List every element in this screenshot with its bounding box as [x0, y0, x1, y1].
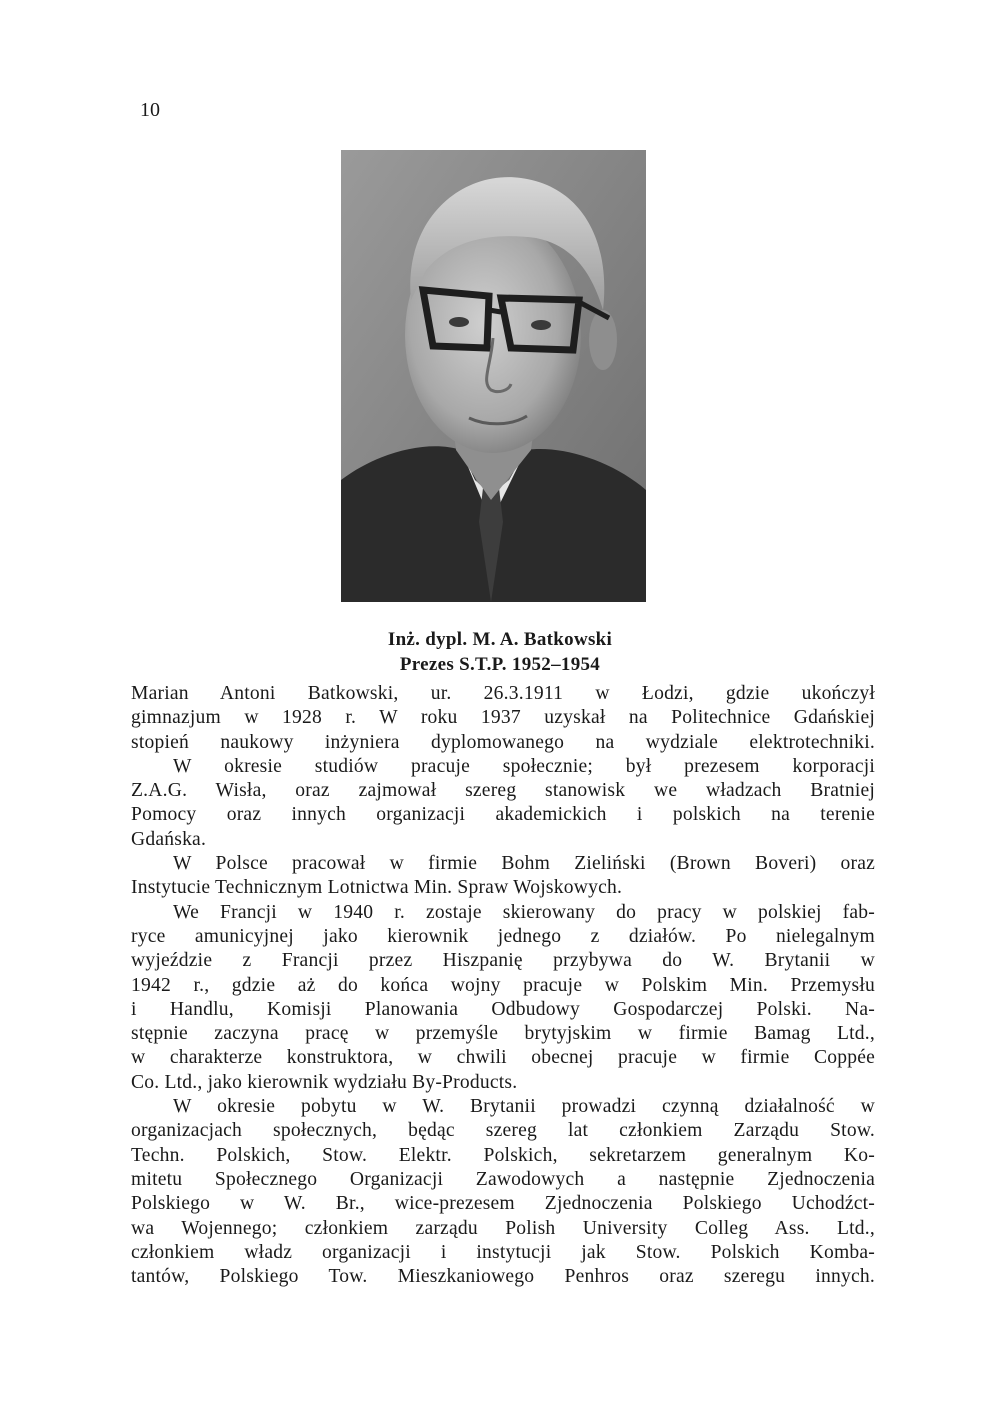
text-line: W okresie studiów pracuje społecznie; był prezesem korporacji	[173, 755, 875, 777]
text-line: Z.A.G. Wisła, oraz zajmował szereg stanowisk we władzach Bratniej	[131, 780, 875, 802]
text-line: członkiem władz organizacji i instytucji jak Stow. Polskich Komba-	[131, 1241, 875, 1263]
portrait-caption	[0, 627, 1000, 677]
text-line: stępnie zaczyna pracę w przemyśle brytyjskim w firmie Bamag Ltd.,	[131, 1023, 875, 1045]
text-line: W okresie pobytu w W. Brytanii prowadzi czynną działalność w	[173, 1096, 875, 1118]
caption-title: Prezes S.T.P. 1952–1954	[399, 654, 601, 675]
text-line: We Francji w 1940 r. zostaje skierowany do pracy w polskiej fab-	[173, 901, 875, 923]
text-line: Marian Antoni Batkowski, ur. 26.3.1911 w Łodzi, gdzie ukończył	[131, 683, 875, 704]
text-line: Gdańska.	[131, 828, 207, 850]
page-number: 10	[140, 99, 160, 121]
portrait-photo	[341, 150, 646, 602]
text-line: organizacjach społecznych, będąc szereg lat członkiem Zarządu Stow.	[131, 1120, 875, 1142]
text-line: gimnazjum w 1928 r. W roku 1937 uzyskał na Politechnice Gdańskiej	[131, 707, 875, 729]
text-line: Polskiego w W. Br., wice-prezesem Zjednoczenia Polskiego Uchodźct-	[131, 1193, 875, 1215]
biography-text	[131, 682, 875, 1289]
text-line: stopień naukowy inżyniera dyplomowanego na wydziale elektrotechniki.	[131, 731, 875, 753]
text-line: Co. Ltd., jako kierownik wydziału By-Products.	[131, 1071, 518, 1093]
text-line: wa Wojennego; członkiem zarządu Polish University Colleg Ass. Ltd.,	[131, 1217, 875, 1239]
text-line: tantów, Polskiego Tow. Mieszkaniowego Penhros oraz szeregu innych.	[131, 1266, 875, 1288]
text-line: Pomocy oraz innych organizacji akademickich i polskich na terenie	[131, 804, 875, 826]
text-line: w charakterze konstruktora, w chwili obecnej pracuje w firmie Coppée	[131, 1047, 875, 1069]
text-line: 1942 r., gdzie aż do końca wojny pracuje w Polskim Min. Przemysłu	[131, 974, 875, 996]
text-line: mitetu Społecznego Organizacji Zawodowych a następnie Zjednoczenia	[131, 1168, 875, 1190]
text-line: wyjeździe z Francji przez Hiszpanię przybywa do W. Brytanii w	[131, 950, 875, 972]
text-line: Instytucie Technicznym Lotnictwa Min. Spraw Wojskowych.	[131, 877, 623, 899]
caption-name: Inż. dypl. M. A. Batkowski	[387, 629, 613, 650]
text-line: W Polsce pracował w firmie Bohm Zieliński (Brown Boveri) oraz	[173, 853, 875, 875]
text-line: i Handlu, Komisji Planowania Odbudowy Gospodarczej Polski. Na-	[131, 998, 875, 1020]
text-line: Techn. Polskich, Stow. Elektr. Polskich, sekretarzem generalnym Ko-	[131, 1144, 875, 1166]
text-line: ryce amunicyjnej jako kierownik jednego z działów. Po nielegalnym	[131, 925, 875, 947]
